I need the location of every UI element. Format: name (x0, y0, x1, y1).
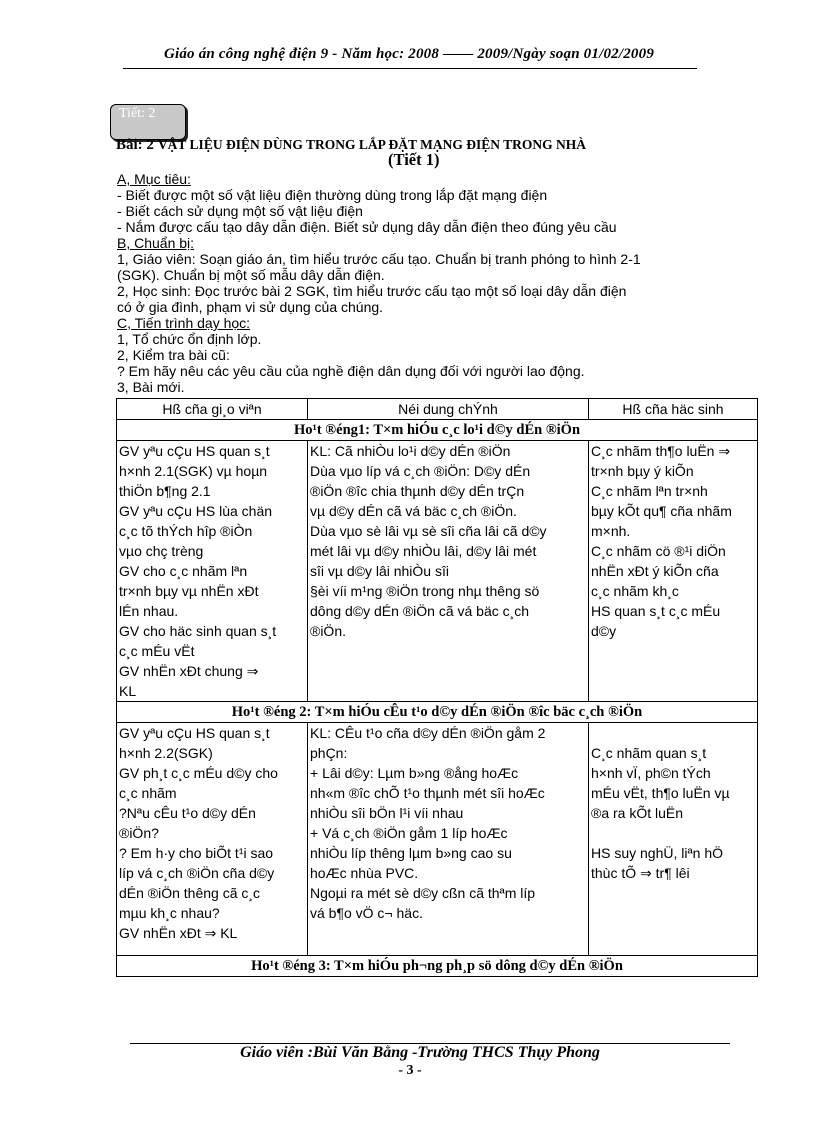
header-rule (123, 68, 697, 69)
cell-line: h×nh 2.2(SGK) (119, 745, 213, 761)
content-cell (308, 441, 589, 702)
section-row-1 (117, 420, 758, 441)
cell-line: lÉn nhau. (119, 603, 179, 619)
cell-line: c¸c nhãm kh¸c (591, 583, 679, 599)
cell-line: C¸c nhãm quan s¸t (591, 745, 707, 761)
cell-line: mét lâi vµ d©y nhiÒu lâi, d©y lâi mét (310, 543, 537, 559)
col-teacher-header: Hß cña gi¸o viªn (117, 399, 308, 420)
section-row-3 (117, 956, 758, 977)
objectives-heading: A, Mục tiêu: (117, 171, 191, 187)
cell-line: HS suy nghÜ, liªn hÖ (591, 845, 724, 861)
badge-label: Tiết: 2 (119, 106, 156, 121)
cell-line: GV cho c¸c nhãm lªn (119, 563, 248, 579)
prep-student-1: 2, Học sinh: Đọc trước bài 2 SGK, tìm hiểu trước cấu tạo một số loại dây dẫn điện (117, 283, 627, 299)
content-cell (308, 723, 589, 956)
cell-line: + Lâi d©y: Lµm b»ng ®ång hoÆc (310, 765, 519, 781)
cell-line: vá b¶o vÖ c¬ häc. (310, 905, 423, 921)
cell-line: ®iÖn. (310, 623, 346, 639)
cell-line: C¸c nhãm cö ®¹i diÖn (591, 543, 726, 559)
lesson-subtitle: (Tiết 1) (388, 150, 440, 169)
cell-line: tr×nh bµy ý kiÕn (591, 463, 694, 479)
cell-line: C¸c nhãm lªn tr×nh (591, 483, 708, 499)
cell-line: d©y (591, 623, 617, 639)
cell-line: h×nh vÏ, ph©n tÝch (591, 765, 711, 781)
cell-line: GV nhËn xÐt chung ⇒ (119, 663, 259, 679)
table-row (117, 441, 758, 702)
cell-line: nhiÒu líp thêng lµm b»ng cao su (310, 845, 512, 861)
activity-1-title: Ho¹t ®éng1: T×m hiÓu c¸c lo¹i d©y dÉn ®iÖn (117, 420, 758, 441)
activity-table (116, 398, 758, 977)
cell-line: §èi víi m¹ng ®iÖn trong nhµ thêng sö (310, 583, 540, 599)
preparation-heading: B, Chuẩn bị: (117, 235, 195, 251)
cell-line: GV ph¸t c¸c mÉu d©y cho (119, 765, 278, 781)
cell-line: ®a ra kÕt luËn (591, 805, 684, 821)
page-number: - 3 - (398, 1063, 422, 1078)
activity-2-title: Ho¹t ®éng 2: T×m hiÓu cÊu t¹o d©y dÉn ®iÖn ®îc bäc c¸ch ®iÖn (117, 702, 758, 723)
procedure-4: 3, Bài mới. (117, 379, 185, 395)
col-student-header: Hß cña häc sinh (589, 399, 758, 420)
lesson-number: Bài: 2 (116, 137, 154, 153)
cell-line: bµy kÕt qu¶ cña nhãm (591, 503, 732, 519)
cell-line: c¸c tõ thÝch hîp ®iÒn (119, 523, 253, 539)
cell-line (591, 723, 755, 743)
procedure-1: 1, Tổ chức ổn định lớp. (117, 331, 262, 347)
teacher-cell (117, 441, 308, 702)
cell-line: vµ d©y dÉn cã vá bäc c¸ch ®iÖn. (310, 503, 517, 519)
cell-line: KL: Cã nhiÒu lo¹i d©y dÉn ®iÖn (310, 443, 511, 459)
lesson-badge (110, 104, 186, 140)
activity-3-title: Ho¹t ®éng 3: T×m hiÓu ph¬ng ph¸p sö dông d©y dÉn ®iÖn (117, 956, 758, 977)
cell-line: C¸c nhãm th¶o luËn ⇒ (591, 443, 731, 459)
objective-2: - Biết cách sử dụng một số vật liệu điện (117, 203, 363, 219)
cell-line: Ngoµi ra mét sè d©y cßn cã thªm líp (310, 885, 536, 901)
cell-line (591, 823, 755, 843)
student-cell (589, 723, 758, 956)
cell-line: ? Em h·y cho biÕt t¹i sao (119, 845, 274, 861)
cell-line: m×nh. (591, 523, 631, 539)
cell-line: KL (119, 683, 137, 699)
cell-line: thiÖn b¶ng 2.1 (119, 483, 211, 499)
prep-teacher-1: 1, Giáo viên: Soạn giáo án, tìm hiểu trước cấu tạo. Chuẩn bị tranh phóng to hình 2-1 (117, 251, 641, 267)
cell-line: GV cho häc sinh quan s¸t (119, 623, 277, 639)
procedure-3: ? Em hãy nêu các yêu cầu của nghề điện dân dụng đối với người lao động. (117, 363, 585, 379)
cell-line: tr×nh bµy vµ nhËn xÐt (119, 583, 259, 599)
cell-line: GV yªu cÇu HS lùa chän (119, 503, 273, 519)
lesson-name: VẬT LIỆU ĐIỆN DÙNG TRONG LẮP ĐẶT MẠNG ĐIỆN TRONG NHÀ (157, 137, 586, 152)
cell-line: nhiÒu sîi bÖn l¹i víi nhau (310, 805, 464, 821)
col-content-header: Néi dung chÝnh (308, 399, 589, 420)
cell-line: Dùa vµo sè lâi vµ sè sîi cña lâi cã d©y (310, 523, 547, 539)
table-row (117, 723, 758, 956)
cell-line: GV yªu cÇu HS quan s¸t (119, 443, 270, 459)
cell-line: GV nhËn xÐt ⇒ KL (119, 925, 238, 941)
prep-teacher-2: (SGK). Chuẩn bị một số mẫu dây dẫn điện. (117, 267, 385, 283)
cell-line: c¸c nhãm (119, 785, 177, 801)
cell-line: vµo chç trèng (119, 543, 204, 559)
prep-student-2: có ở gia đình, phạm vi sử dụng của chúng. (117, 299, 384, 315)
cell-line: HS quan s¸t c¸c mÉu (591, 603, 721, 619)
student-cell (589, 441, 758, 702)
cell-line: nhËn xÐt ý kiÕn cña (591, 563, 719, 579)
cell-line: mµu kh¸c nhau? (119, 905, 220, 921)
cell-line: thùc tÕ ⇒ tr¶ lêi (591, 865, 690, 881)
objective-3: - Nắm được cấu tạo dây dẫn điện. Biết sử dụng dây dẫn điện theo đúng yêu cầu (117, 219, 617, 235)
cell-line: hoÆc nhùa PVC. (310, 865, 419, 881)
cell-line: sîi vµ d©y lâi nhiÒu sîi (310, 563, 449, 579)
cell-line: c¸c mÉu vËt (119, 643, 195, 659)
cell-line: + Vá c¸ch ®iÖn gåm 1 líp hoÆc (310, 825, 508, 841)
cell-line: dÉn ®iÖn thêng cã c¸c (119, 885, 261, 901)
objective-1: - Biết được một số vật liệu điện thường dùng trong lắp đặt mạng điện (117, 187, 548, 203)
table-header-row (117, 399, 758, 420)
cell-line: GV yªu cÇu HS quan s¸t (119, 725, 270, 741)
cell-line: Dùa vµo líp vá c¸ch ®iÖn: D©y dÉn (310, 463, 531, 479)
cell-line: nh«m ®îc chÕ t¹o thµnh mét sîi hoÆc (310, 785, 545, 801)
procedure-heading: C, Tiến trình dạy học: (117, 315, 251, 331)
cell-line: phÇn: (310, 745, 348, 761)
cell-line: ®iÖn ®îc chia thµnh d©y dÉn trÇn (310, 483, 525, 499)
cell-line: mÉu vËt, th¶o luËn vµ (591, 785, 730, 801)
lesson-intro (117, 171, 727, 395)
cell-line: dông d©y dÉn ®iÖn cã vá bäc c¸ch (310, 603, 530, 619)
teacher-cell (117, 723, 308, 956)
procedure-2: 2, Kiểm tra bài cũ: (117, 347, 230, 363)
cell-line: ?Nªu cÊu t¹o d©y dÉn (119, 805, 256, 821)
cell-line: líp vá c¸ch ®iÖn cña d©y (119, 865, 275, 881)
cell-line: h×nh 2.1(SGK) vµ hoµn (119, 463, 268, 479)
page-header: Giáo án công nghệ điện 9 - Năm học: 2008 —— 2009/Ngày soạn 01/02/2009 (163, 46, 655, 62)
page-footer: Giáo viên :Bùi Văn Bằng -Trường THCS Thụy Phong (240, 1044, 600, 1061)
cell-line: ®iÖn? (119, 825, 159, 841)
cell-line: KL: CÊu t¹o cña d©y dÉn ®iÖn gåm 2 (310, 725, 546, 741)
section-row-2 (117, 702, 758, 723)
